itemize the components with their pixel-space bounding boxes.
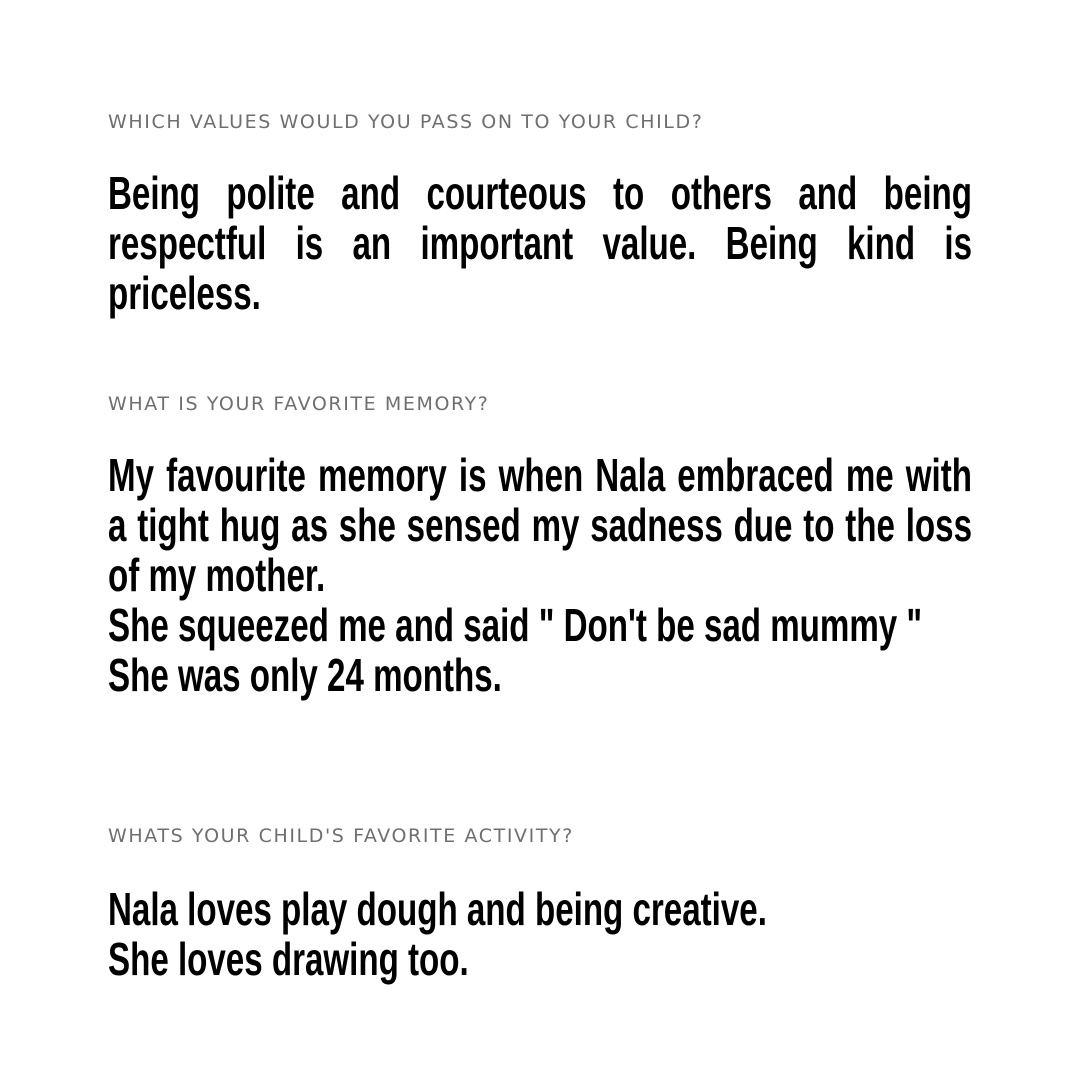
question-heading: WHATS YOUR CHILD'S FAVORITE ACTIVITY? xyxy=(108,825,574,847)
answer-paragraph: Being polite and courteous to others and being respectful is an important value. Being kind is priceless. xyxy=(108,167,973,319)
answer-text xyxy=(108,884,972,984)
answer-paragraph: Nala loves play dough and being creative. xyxy=(108,883,767,935)
answer-paragraph: My favourite memory is when Nala embraced me with a tight hug as she sensed my sadness due to the loss of my mother. xyxy=(108,449,973,601)
answer-paragraph: She loves drawing too. xyxy=(108,933,469,985)
question-heading: WHICH VALUES WOULD YOU PASS ON TO YOUR CHILD? xyxy=(108,111,704,133)
question-block-memory xyxy=(108,392,972,700)
answer-paragraph: She squeezed me and said " Don't be sad mummy " xyxy=(108,599,923,651)
question-block-activity xyxy=(108,824,972,984)
answer-text xyxy=(108,168,972,318)
question-heading: WHAT IS YOUR FAVORITE MEMORY? xyxy=(108,393,490,415)
question-block-values xyxy=(108,110,972,318)
answer-paragraph: She was only 24 months. xyxy=(108,649,502,701)
answer-text xyxy=(108,450,972,700)
